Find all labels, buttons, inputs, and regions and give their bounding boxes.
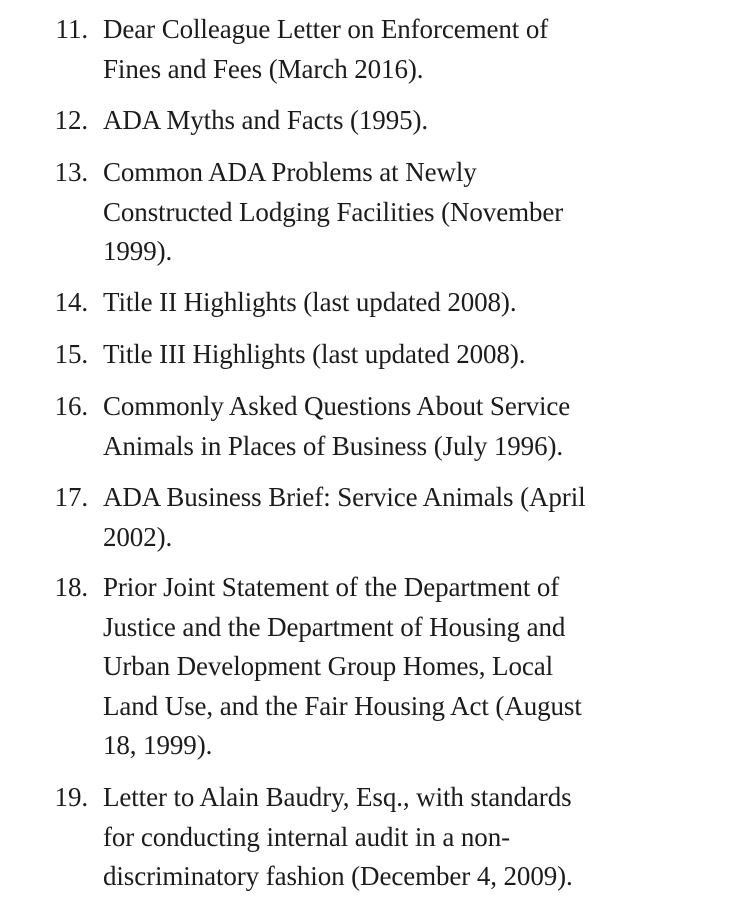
item-text[interactable] <box>103 335 683 375</box>
item-text[interactable] <box>103 153 683 272</box>
item-text-line: Prior Joint Statement of the Department of <box>103 572 560 602</box>
item-number: 15. <box>54 339 88 369</box>
list-item <box>0 10 749 89</box>
list-item <box>0 778 749 897</box>
list-item <box>0 335 749 375</box>
item-text-line: Constructed Lodging Facilities (November <box>103 196 564 227</box>
item-text-line: Title III Highlights (last updated 2008). <box>103 339 526 369</box>
item-text-line: Title II Highlights (last updated 2008). <box>103 287 517 317</box>
item-number: 19. <box>54 782 88 812</box>
item-text-line: Animals in Places of Business (July 1996). <box>103 430 564 461</box>
item-text[interactable] <box>103 568 683 766</box>
item-text-line: Common ADA Problems at Newly <box>103 157 477 187</box>
list-item <box>0 568 749 766</box>
item-number: 12. <box>54 105 88 135</box>
list-item <box>0 101 749 141</box>
item-text-line: ADA Business Brief: Service Animals (April <box>103 482 586 512</box>
item-text-line: for conducting internal audit in a non- <box>103 821 510 852</box>
list-item <box>0 478 749 557</box>
list-item <box>0 283 749 323</box>
item-number: 18. <box>54 572 88 602</box>
item-text-line: 18, 1999). <box>103 730 213 760</box>
item-number: 14. <box>54 287 88 317</box>
item-text-line: ADA Myths and Facts (1995). <box>103 105 429 135</box>
item-text[interactable] <box>103 10 683 89</box>
list-item <box>0 387 749 466</box>
item-text-line: Commonly Asked Questions About Service <box>103 391 571 421</box>
item-number: 16. <box>54 391 88 421</box>
item-number: 17. <box>54 482 88 512</box>
list-item <box>0 153 749 272</box>
item-text-line: Urban Development Group Homes, Local <box>103 651 554 681</box>
item-text[interactable] <box>103 101 683 141</box>
item-text[interactable] <box>103 387 683 466</box>
item-text[interactable] <box>103 778 683 897</box>
item-number: 13. <box>54 157 88 187</box>
item-text-line: Justice and the Department of Housing and <box>103 611 566 642</box>
item-text-line: discriminatory fashion (December 4, 2009). <box>103 861 573 891</box>
item-text-line: 1999). <box>103 236 173 266</box>
item-text-line: Dear Colleague Letter on Enforcement of <box>103 14 549 44</box>
item-text-line: Fines and Fees (March 2016). <box>103 53 424 84</box>
item-text-line: Land Use, and the Fair Housing Act (August <box>103 690 582 721</box>
item-number: 11. <box>55 14 88 44</box>
item-text[interactable] <box>103 478 683 557</box>
item-text-line: 2002). <box>103 521 173 552</box>
item-text-line: Letter to Alain Baudry, Esq., with standards <box>103 782 572 812</box>
item-text[interactable] <box>103 283 683 323</box>
